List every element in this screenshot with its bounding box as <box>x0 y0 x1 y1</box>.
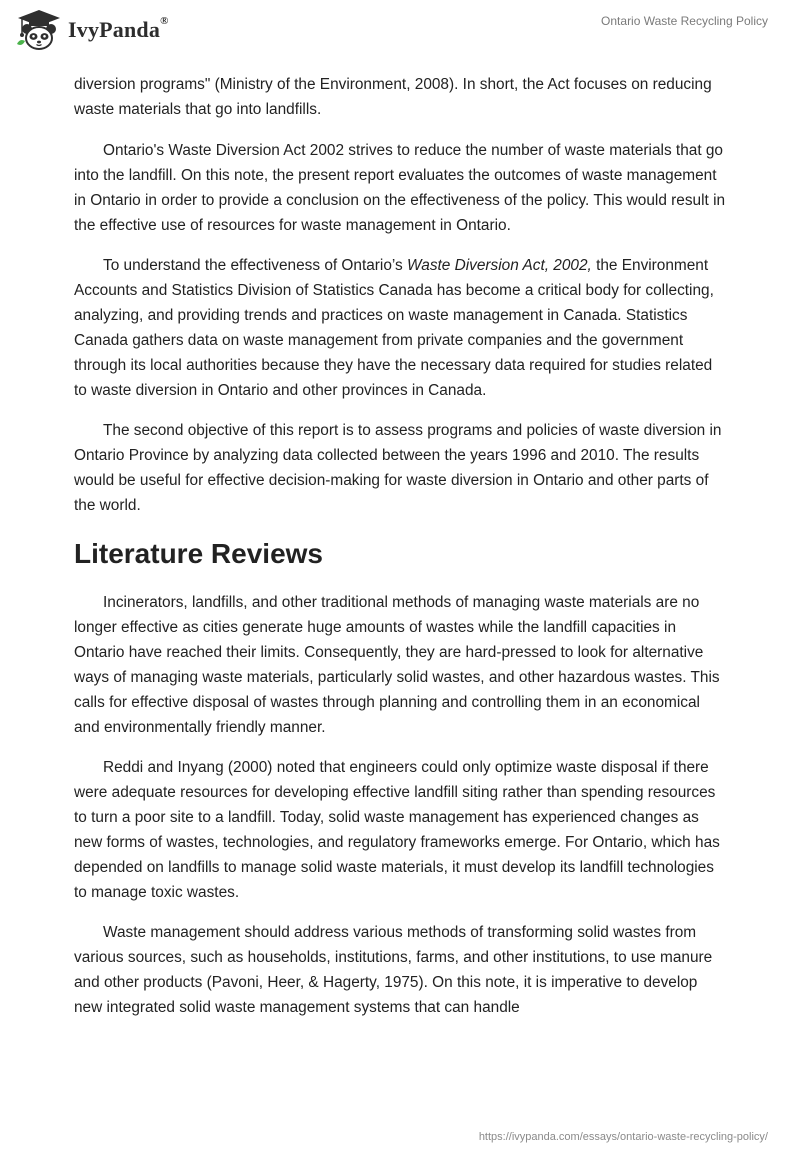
paragraph-reddi-inyang: Reddi and Inyang (2000) noted that engineers could only optimize waste disposal if there were adequate resources for developing effective landfill siting rather than spending resources to turn a poor site to a landfill. Today, solid waste management has experienced changes as new forms of wastes, technologies, and regulatory frameworks emerge. For Ontario, which has depended on landfills to manage solid waste materials, it must develop its landfill technologies to manage toxic wastes. <box>74 759 720 901</box>
act-title-italic: Waste Diversion Act, 2002, <box>407 257 592 274</box>
section-heading-literature-reviews: Literature Reviews <box>74 538 323 569</box>
page-header <box>0 0 800 70</box>
paragraph-incinerators: Incinerators, landfills, and other traditional methods of managing waste materials are no longer effective as cities generate huge amounts of wastes while the landfill capacities in Ontario have reached their limits. Consequently, they are hard-pressed to look for alternative ways of managing waste materials, particularly solid wastes, and other hazardous wastes. This calls for effective disposal of wastes through planning and controlling them in an economical and environmentally friendly manner. <box>74 594 720 736</box>
brand-name: IvyPanda® <box>68 15 169 42</box>
panda-graduate-icon <box>14 8 64 52</box>
paragraph-waste-diversion-act: Ontario's Waste Diversion Act 2002 strives to reduce the number of waste materials that go into the landfill. On this note, the present report evaluates the outcomes of waste management in Ontario in order to provide a conclusion on the effectiveness of the policy. This would result in the effective use of resources for waste management in Ontario. <box>74 142 726 234</box>
essay-body <box>74 72 726 1035</box>
ivypanda-logo[interactable] <box>14 8 169 52</box>
paragraph-second-objective: The second objective of this report is to assess programs and policies of waste diversion in Ontario Province by analyzing data collected between the years 1996 and 2010. The results would be useful for effective decision-making for waste diversion in Ontario and other parts of the world. <box>74 422 722 514</box>
source-url[interactable]: https://ivypanda.com/essays/ontario-waste-recycling-policy/ <box>478 1131 768 1143</box>
paragraph-continued: diversion programs" (Ministry of the Environment, 2008). In short, the Act focuses on reducing waste materials that go into landfills. <box>74 76 712 118</box>
paragraph-effectiveness: To understand the effectiveness of Ontario’s Waste Diversion Act, 2002, the Environment Accounts and Statistics Division of Statistics Canada has become a critical body for collecting, analyzing, and providing trends and practices on waste management in Canada. Statistics Canada gathers data on waste management from private companies and the government through its local authorities because they have the necessary data required for studies related to waste diversion in Ontario and other provinces in Canada. <box>74 257 714 399</box>
paragraph-waste-management-methods: Waste management should address various methods of transforming solid wastes from various sources, such as households, institutions, farms, and other institutions, to use manure and other products (Pavoni, Heer, & Hagerty, 1975). On this note, it is imperative to develop new integrated solid waste management systems that can handle <box>74 924 713 1016</box>
running-title: Ontario Waste Recycling Policy <box>601 14 768 28</box>
